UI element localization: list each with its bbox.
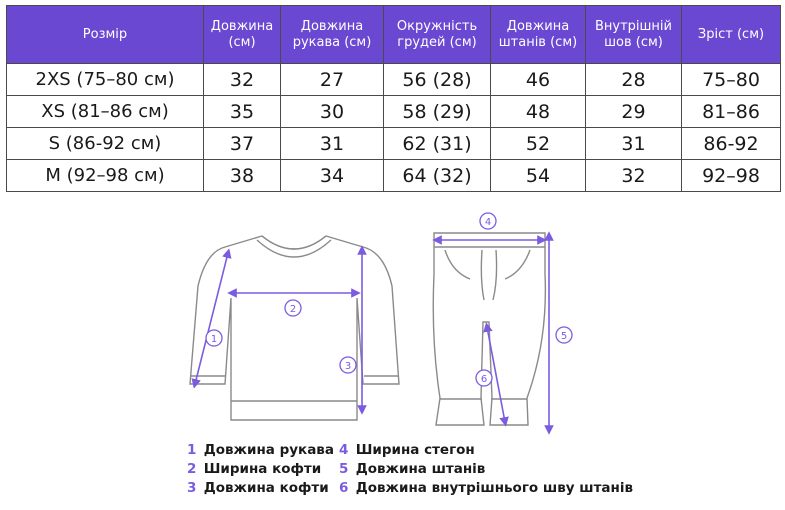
- table-cell: 31: [281, 128, 384, 160]
- table-cell: 2XS (75–80 см): [7, 64, 204, 96]
- table-cell: XS (81–86 см): [7, 96, 204, 128]
- table-cell: 92–98: [682, 160, 781, 192]
- legend-number: 2: [187, 461, 197, 477]
- header-inseam: Внутрішній шов (см): [586, 6, 682, 64]
- measurement-illustration: [0, 200, 785, 440]
- table-cell: 62 (31): [384, 128, 491, 160]
- table-header-row: [7, 6, 781, 64]
- legend-label: Довжина внутрішнього шву штанів: [355, 480, 634, 496]
- table-cell: 75–80: [682, 64, 781, 96]
- legend-item: [187, 441, 334, 460]
- table-cell: 32: [586, 160, 682, 192]
- legend-number: 5: [339, 461, 349, 477]
- legend-number: 3: [187, 480, 197, 496]
- sweatshirt-drawing: [190, 236, 399, 420]
- marker-5: [556, 327, 572, 343]
- table-cell: 64 (32): [384, 160, 491, 192]
- table-cell: 30: [281, 96, 384, 128]
- legend-right: [339, 441, 633, 498]
- legend-label: Довжина рукава: [203, 442, 334, 458]
- marker-2: [285, 300, 301, 316]
- table-cell: 52: [491, 128, 586, 160]
- svg-text:2: 2: [289, 304, 297, 315]
- legend-number: 1: [187, 442, 197, 458]
- table-cell: 58 (29): [384, 96, 491, 128]
- legend-label: Ширина стегон: [355, 442, 475, 458]
- table-cell: 48: [491, 96, 586, 128]
- table-cell: 81–86: [682, 96, 781, 128]
- marker-6: [476, 370, 492, 386]
- table-cell: 37: [204, 128, 281, 160]
- table-cell: 29: [586, 96, 682, 128]
- table-cell: S (86-92 см): [7, 128, 204, 160]
- table-cell: 34: [281, 160, 384, 192]
- table-cell: 32: [204, 64, 281, 96]
- legend-item: [339, 441, 633, 460]
- legend-number: 4: [339, 442, 349, 458]
- legend-label: Ширина кофти: [203, 461, 322, 477]
- legend-label: Довжина кофти: [203, 480, 329, 496]
- table-cell: 31: [586, 128, 682, 160]
- legend-item: [339, 479, 633, 498]
- header-sleeve-length: Довжина рукава (см): [281, 6, 384, 64]
- table-cell: 86-92: [682, 128, 781, 160]
- legend-number: 6: [339, 480, 349, 496]
- svg-text:1: 1: [210, 334, 218, 345]
- header-length: Довжина (см): [204, 6, 281, 64]
- legend-left: [187, 441, 334, 498]
- table-cell: 28: [586, 64, 682, 96]
- legend-item: [187, 460, 334, 479]
- marker-4: [480, 213, 496, 229]
- table-row: [7, 160, 781, 192]
- svg-text:6: 6: [480, 374, 488, 385]
- legend-item: [339, 460, 633, 479]
- header-size: Розмір: [7, 6, 204, 64]
- table-cell: 35: [204, 96, 281, 128]
- svg-text:4: 4: [484, 217, 492, 228]
- table-cell: M (92–98 см): [7, 160, 204, 192]
- header-chest: Окружність грудей (см): [384, 6, 491, 64]
- marker-1: [206, 330, 222, 346]
- table-cell: 38: [204, 160, 281, 192]
- table-cell: 56 (28): [384, 64, 491, 96]
- pants-drawing: [433, 233, 545, 425]
- table-row: [7, 64, 781, 96]
- table-cell: 46: [491, 64, 586, 96]
- table-cell: 54: [491, 160, 586, 192]
- table-row: [7, 96, 781, 128]
- header-height: Зріст (см): [682, 6, 781, 64]
- svg-text:3: 3: [344, 361, 352, 372]
- table-row: [7, 128, 781, 160]
- marker-3: [340, 357, 356, 373]
- size-table: [6, 5, 781, 192]
- header-pants-length: Довжина штанів (см): [491, 6, 586, 64]
- table-cell: 27: [281, 64, 384, 96]
- svg-text:5: 5: [560, 331, 568, 342]
- legend-item: [187, 479, 334, 498]
- legend-label: Довжина штанів: [355, 461, 486, 477]
